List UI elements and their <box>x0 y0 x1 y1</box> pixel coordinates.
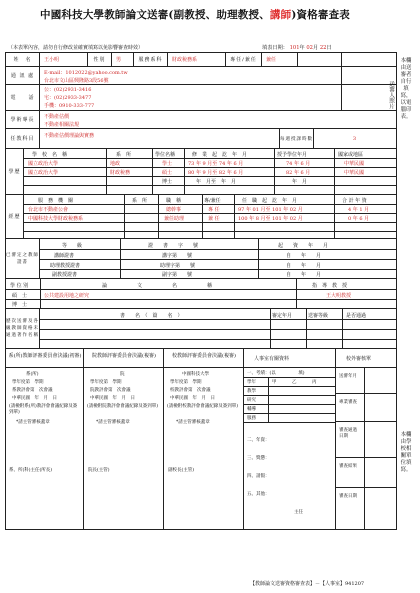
edu-header-country: 國家或地區 <box>338 152 364 158</box>
exp-row2-title[interactable]: 兼任助理 <box>164 216 185 222</box>
school-sign-label[interactable]: 副校長(主管) <box>168 468 195 473</box>
college-review-title: 院教師評審委員會決議(複審) <box>92 353 156 359</box>
major-1[interactable]: 不動產估價 <box>44 114 70 120</box>
email-field[interactable]: E-mail：1012022@yahoo.com.tw <box>44 70 128 76</box>
school-review: 校教師評審委員會決議(複審) 中國科技大學 學年度第 學期 校教評會第 次會議 中華民國 年 月 日 (請檢附校教評會會議紀錄及簽到單) *請主管審核蓋章 副校長(主管) <box>164 349 244 529</box>
edu-header-grant: 授予學位年月 <box>277 152 308 158</box>
subject-field[interactable]: 不動產估價理論與實務 <box>40 129 280 148</box>
fill-date: 填表日期： 101年 02月 22日 <box>262 45 332 51</box>
edu-row1-dept[interactable]: 地政 <box>110 161 121 167</box>
edu-row2-degree[interactable]: 碩士 <box>162 170 173 176</box>
form-footer: 【教師論文送審資格審查表】－【人事室】941207 <box>250 581 365 587</box>
edu-header-dept: 系 所 <box>116 152 132 158</box>
cert-row1-start[interactable]: 自 年 月 <box>286 253 322 259</box>
cert-header-start: 起 資 年 月 <box>278 243 329 249</box>
edu-row1-school[interactable]: 國立政治大學 <box>28 161 59 167</box>
phone-home[interactable]: 宅：(02)2933-3477 <box>44 95 92 101</box>
history-label: 歷次送審及各級教師資格未通過著作名稱 <box>6 309 40 348</box>
subject-label: 任教科目 <box>6 129 40 148</box>
edu-row2-country[interactable]: 中華民國 <box>344 170 365 176</box>
exp-header-dept: 系 所 <box>132 198 148 204</box>
address-label: 通 訊 處 <box>6 67 40 84</box>
phone-mobile[interactable]: 手機：0910-333-777 <box>44 103 95 109</box>
edu-row1-country[interactable]: 中華民國 <box>344 161 365 167</box>
certs-label: 已審定之教師證書 <box>6 239 40 278</box>
unit-field[interactable]: 財政稅務系 <box>168 53 226 66</box>
cert-row2-level: 助理教授證書 <box>50 263 81 269</box>
major-label: 學術專長 <box>6 111 40 128</box>
side-note-school: 本欄由學校相關單位填寫。 <box>400 432 412 473</box>
edu-doctor-label: 博士 <box>162 179 173 185</box>
edu-row1-grant[interactable]: 74 年 6 月 <box>286 161 311 167</box>
dept-sign-label[interactable]: 系、所(科)主任(所長) <box>9 468 53 473</box>
dept-review: 系(所)教師評審委員會決議(初審) 系(所) 學年度第 學期 系教評會第 次會議 中華民國 年 月 日 (請檢附系(所)教評會會議紀錄及簽到單) *請主管審核蓋章 系、所(科)主任(所長) <box>6 349 84 529</box>
exp-header-duty: 專/兼任 <box>204 198 221 204</box>
exp-row2-total[interactable]: 0 年 6 月 <box>348 216 370 222</box>
section-review <box>6 349 396 529</box>
school-review-title: 校教師評審委員會決議(複審) <box>172 353 236 359</box>
exp-row2-org[interactable]: 中國科技大學財政稅務系 <box>28 216 84 222</box>
thesis-row1-title[interactable]: 公共建設用地之研究 <box>44 293 90 299</box>
cert-row3-start[interactable]: 自 年 月 <box>286 272 322 278</box>
section-certs <box>6 239 396 279</box>
thesis-row1-degree: 碩 士 <box>12 293 28 299</box>
edu-row2-grant[interactable]: 82 年 6 月 <box>286 170 311 176</box>
edu-header-period: 修 業 起 訖 年 月 <box>192 152 248 158</box>
cert-row2-start[interactable]: 自 年 月 <box>286 263 322 269</box>
exp-row1-title[interactable]: 總幹事 <box>166 207 182 213</box>
exp-row1-total[interactable]: 4 年 1 月 <box>348 207 370 213</box>
hr-records: 人事室有關資料 一、考績：(以 填) 學年 甲 乙 丙 教學 研究 輔導 服務 二、年資： 三、獎懲： 四、請假： 五、其他： 主任 <box>244 349 336 529</box>
cert-row1-number[interactable]: 講字第 號 <box>162 253 193 259</box>
phone-office[interactable]: 公：(02)2931-3416 <box>44 87 92 93</box>
cert-row3-number[interactable]: 副字第 號 <box>162 272 193 278</box>
gender-label: 性別 <box>88 53 112 66</box>
cert-row2-number[interactable]: 助理字第 號 <box>160 263 196 269</box>
exp-header-total: 合 計 年 資 <box>342 198 367 204</box>
row-subject <box>6 129 396 149</box>
exp-row2-duty[interactable]: 兼 任 <box>208 216 220 222</box>
edu-row2-school[interactable]: 國立政治大學 <box>28 170 59 176</box>
exp-row2-period[interactable]: 100 年 8 月至 101 年 02 月 <box>238 216 303 222</box>
section-education <box>6 149 396 195</box>
thesis-row2-degree: 博 士 <box>12 302 28 308</box>
edu-row2-period[interactable]: 80 年 9 月至 82 年 6 月 <box>188 170 244 176</box>
college-review: 院教師評審委員會決議(複審) 院 學年度第 學期 院教評會第 次會議 中華民國 年 月 日 (請檢附院教評會會議紀錄及簽到單) *請主管審核蓋章 院長(主管) <box>84 349 164 529</box>
exp-row1-duty[interactable]: 專 任 <box>208 207 220 213</box>
education-label: 學歷 <box>6 149 24 194</box>
edu-doctor-grant[interactable]: 年 月 <box>292 179 308 185</box>
row-address <box>6 67 396 85</box>
thesis-row1-advisor[interactable]: 王大明教授 <box>326 293 352 299</box>
hr-sign-label[interactable]: 主任 <box>294 510 303 515</box>
edu-doctor-period[interactable]: 年 月至 年 月 <box>196 179 237 185</box>
cert-row3-level: 副教授證書 <box>52 272 78 278</box>
form-title: 中國科技大學教師論文送審(副教授、助理教授、講師)資格審查表 <box>40 9 350 21</box>
exp-row1-org[interactable]: 台北市不動產公會 <box>28 207 69 213</box>
history-header-passed: 是否通過 <box>346 313 367 319</box>
phone-label: 電 話 <box>6 85 40 110</box>
section-history <box>6 309 396 349</box>
name-label: 姓 名 <box>6 53 40 66</box>
name-field[interactable]: 王小明 <box>40 53 88 66</box>
history-header-title: 書 名 （ 篇 名 ） <box>120 313 183 319</box>
hr-title: 人事室有關資料 <box>254 356 290 362</box>
duty-label: 專任/兼任 <box>226 53 262 66</box>
exp-header-org: 服 務 機 關 <box>38 198 74 204</box>
row-major <box>6 111 396 129</box>
college-sign-label[interactable]: 院長(主管) <box>88 468 110 473</box>
history-header-level: 送審等級 <box>308 313 329 319</box>
thesis-header-degree: 學 位 別 <box>10 283 29 289</box>
edu-header-degree: 學位名稱 <box>155 152 176 158</box>
photo-box: 送審人照片 <box>388 81 394 109</box>
hours-label: 每週授課時數 <box>280 129 314 148</box>
cert-header-level: 等 級 <box>62 243 83 249</box>
side-note-self: 本欄由送審者自行填寫，以電腦印表。 <box>400 58 412 120</box>
form-subhead: （本表單內容，請勿自行修改並確實填寫以免影響審查時效） <box>8 45 144 51</box>
edu-row2-dept[interactable]: 財政稅務 <box>110 170 131 176</box>
unit-label: 服務系科 <box>134 53 168 66</box>
edu-header-school: 學 校 名 稱 <box>32 152 68 158</box>
thesis-header-title: 論 文 名 稱 <box>102 283 213 289</box>
hours-field[interactable]: 3 <box>352 135 358 142</box>
major-2[interactable]: 不動產相關法規 <box>44 122 80 128</box>
history-header-date: 審定年月 <box>272 313 293 319</box>
form-grid <box>5 52 397 530</box>
external-review: 校外審核單 送審年月 專業審查 審查通過日期 審查結果 審查日期 <box>336 349 396 529</box>
gender-field[interactable]: 男 <box>112 53 134 66</box>
edu-row1-period[interactable]: 73 年 9 月至 74 年 6 月 <box>188 161 244 167</box>
address-field[interactable]: 台北市文山區興隆路3段56號 <box>44 78 109 84</box>
section-thesis <box>6 279 396 309</box>
thesis-header-advisor: 指 導 教 授 <box>312 283 348 289</box>
external-review-title: 校外審核單 <box>346 356 372 362</box>
experience-label: 經歷 <box>6 195 24 238</box>
duty-field[interactable]: 兼任 <box>262 53 298 66</box>
edu-row1-degree[interactable]: 學士 <box>162 161 173 167</box>
exp-row1-period[interactable]: 97 年 01 月至 101 年 02 月 <box>238 207 303 213</box>
exp-header-title: 職 稱 <box>166 198 182 204</box>
row-phone <box>6 85 396 111</box>
section-experience <box>6 195 396 239</box>
cert-header-number: 證 書 字 號 <box>148 243 199 249</box>
dept-review-title: 系(所)教師評審委員會決議(初審) <box>8 353 82 359</box>
exp-header-period: 任 職 起 訖 年 月 <box>242 198 298 204</box>
cert-row1-level: 講師證書 <box>54 253 75 259</box>
